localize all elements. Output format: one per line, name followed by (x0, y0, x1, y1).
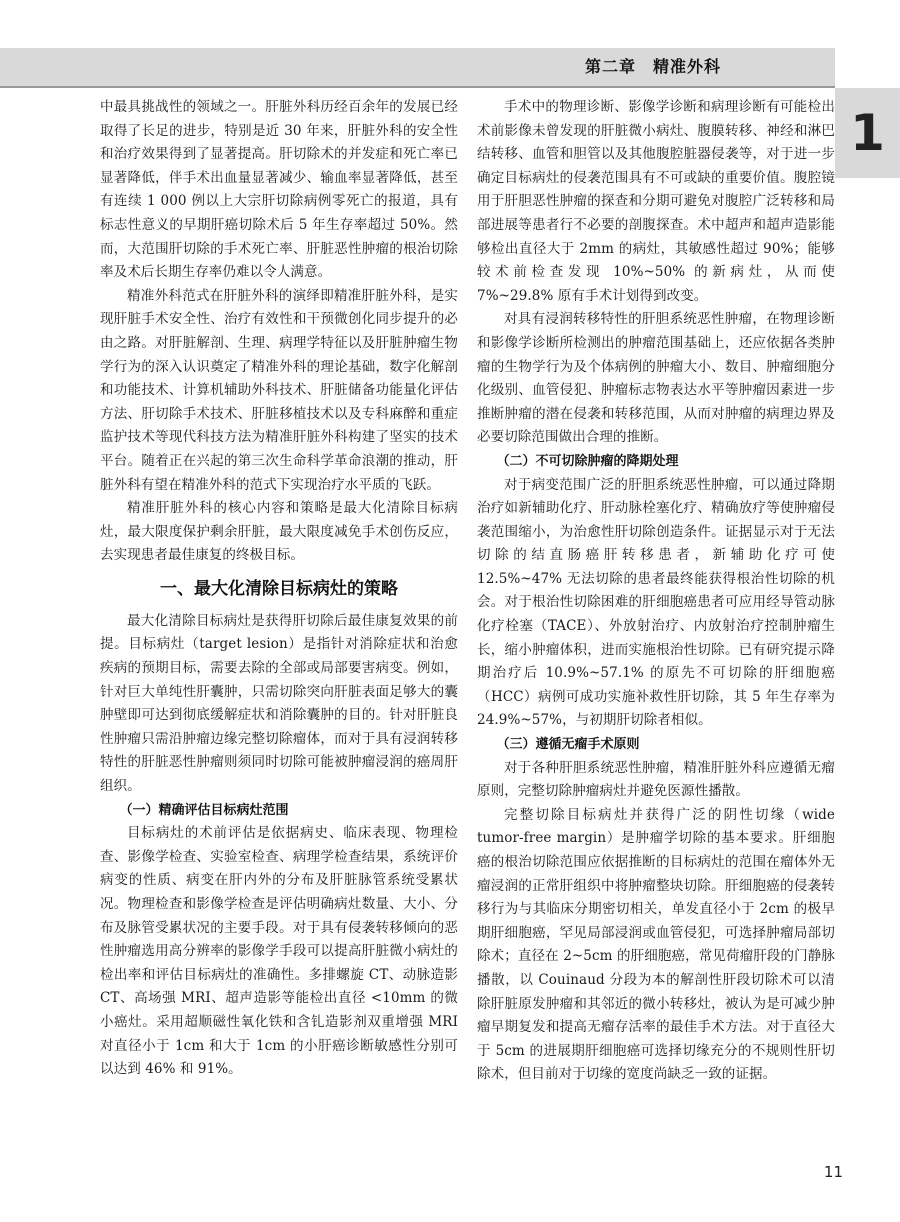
page-number: 11 (823, 1163, 843, 1181)
paragraph: 对于病变范围广泛的肝胆系统恶性肿瘤，可以通过降期治疗如新辅助化疗、肝动脉栓塞化疗、精确放疗等使肿瘤侵袭范围缩小，为治愈性肝切除创造条件。证据显示对于无法切除的结直肠癌肝转移患者，新辅助化疗可使 12.5%~47% 无法切除的患者最终能获得根治性切除的机会。对于根治性切除困难的肝细胞癌患者可应用经导管动脉化疗栓塞（TACE）、外放射治疗、内放射治疗控制肿瘤生长，缩小肿瘤体积，进而实施根治性切除。已有研究提示降期治疗后 10.9%~57.1% 的原先不可切除的肝细胞癌（HCC）病例可成功实施补救性肝切除，其 5 年生存率为 24.9%~57%，与初期肝切除者相似。 (477, 476, 835, 729)
paragraph: 手术中的物理诊断、影像学诊断和病理诊断有可能检出术前影像未曾发现的肝脏微小病灶、腹膜转移、神经和淋巴结转移、血管和胆管以及其他腹腔脏器侵袭等，对于进一步确定目标病灶的侵袭范围具有不可或缺的重要价值。腹腔镜用于肝胆恶性肿瘤的探查和分期可避免对腹腔广泛转移和局部进展等患者行不必要的剖腹探查。术中超声和超声造影能够检出直径大于 2mm 的病灶，其敏感性超过 90%；能够较术前检查发现 10%~50% 的新病灶，从而使 7%~29.8% 原有手术计划得到改变。 (477, 99, 835, 304)
subsection-heading: （三）遵循无瘤手术原则 (496, 737, 640, 753)
paragraph: 精准外科范式在肝脏外科的演绎即精准肝脏外科，是实现肝脏手术安全性、治疗有效性和干预微创化同步提升的必由之路。对肝脏解剖、生理、病理学特征以及肝脏肿瘤生物学行为的深入认识奠定了精准外科的理论基础，数字化解剖和功能技术、计算机辅助外科技术、肝脏储备功能量化评估方法、肝切除手术技术、肝脏移植技术以及专科麻醉和重症监护技术等现代科技方法为精准肝脏外科构建了坚实的技术平台。随着正在兴起的第三次生命科学革命浪潮的推动，肝脏外科有望在精准外科的范式下实现治疗水平质的飞跃。 (100, 287, 458, 493)
paragraph: 中最具挑战性的领域之一。肝脏外科历经百余年的发展已经取得了长足的进步，特别是近 30 年来，肝脏外科的安全性和治疗效果得到了显著提高。肝切除术的并发症和死亡率已显著降低，伴手术出血量显著减少、输血率显著降低，甚至有连续 1 000 例以上大宗肝切除病例零死亡的报道，具有标志性意义的早期肝癌切除术后 5 年生存率超过 50%。然而，大范围肝切除的手术死亡率、肝脏恶性肿瘤的根治切除率及术后长期生存率仍难以令人满意。 (100, 99, 458, 281)
header-divider (0, 86, 835, 88)
section-heading: 一、最大化清除目标病灶的策略 (160, 578, 398, 599)
paragraph: 目标病灶的术前评估是依据病史、临床表现、物理检查、影像学检查、实验室检查、病理学检查结果，系统评价病变的性质、病变在肝内外的分布及肝脏脉管系统受累状况。物理检查和影像学检查是评估明确病灶数量、大小、分布及脉管受累状况的主要手段。对于具有侵袭转移倾向的恶性肿瘤选用高分辨率的影像学手段可以提高肝脏微小病灶的检出率和评估目标病灶的准确性。多排螺旋 CT、动脉造影 CT、高场强 MRI、超声造影等能检出直径 <10mm 的微小癌灶。采用超顺磁性氧化铁和含钆造影剂双重增强 MRI 对直径小于 1cm 和大于 1cm 的小肝癌诊断敏感性分别可以达到 46% 和 91%。 (100, 825, 458, 1078)
paragraph: 精准肝脏外科的核心内容和策略是最大化清除目标病灶，最大限度保护剩余肝脏，最大限度减免手术创伤反应，去实现患者最佳康复的终极目标。 (100, 500, 458, 564)
right-column (477, 96, 835, 1087)
paragraph: 完整切除目标病灶并获得广泛的阴性切缘（wide tumor-free margin）是肿瘤学切除的基本要求。肝细胞癌的根治切除范围应依据推断的目标病灶的范围在瘤体外无瘤浸润的正常肝组织中将肿瘤整块切除。肝细胞癌的侵袭转移行为与其临床分期密切相关，单发直径小于 2cm 的极早期肝细胞癌，罕见局部浸润或血管侵犯，可选择肿瘤局部切除术；直径在 2~5cm 的肝细胞癌，常见荷瘤肝段的门静脉播散，以 Couinaud 分段为本的解剖性肝段切除术可以清除肝脏原发肿瘤和其邻近的微小转移灶，被认为是可减少肿瘤早期复发和提高无瘤存活率的最佳手术方法。对于直径大于 5cm 的进展期肝细胞癌可选择切缘充分的不规则性肝切除术，但目前对于切缘的宽度尚缺乏一致的证据。 (477, 806, 835, 1083)
paragraph: 对于各种肝胆系统恶性肿瘤，精准肝脏外科应遵循无瘤原则，完整切除肿瘤病灶并避免医源性播散。 (477, 759, 835, 800)
left-column (100, 96, 458, 1082)
subsection-heading: （二）不可切除肿瘤的降期处理 (496, 453, 679, 469)
chapter-number-tab: 1 (835, 88, 900, 178)
paragraph: 对具有浸润转移特性的肝胆系统恶性肿瘤，在物理诊断和影像学诊断所检测出的肿瘤范围基础上，还应依据各类肿瘤的生物学行为及个体病例的肿瘤大小、数目、肿瘤细胞分化级别、血管侵犯、肿瘤标志物表达水平等肿瘤因素进一步推断肿瘤的潜在侵袭和转移范围，从而对肿瘤的病理边界及必要切除范围做出合理的推断。 (477, 311, 835, 446)
paragraph: 最大化清除目标病灶是获得肝切除后最佳康复效果的前提。目标病灶（target lesion）是指针对消除症状和治愈疾病的预期目标，需要去除的全部或局部要害病变。例如，针对巨大单纯性肝囊肿，只需切除突向肝脏表面足够大的囊肿壁即可达到彻底缓解症状和消除囊肿的目的。针对肝脏良性肿瘤只需沿肿瘤边缘完整切除瘤体，而对于具有浸润转移特性的肝脏恶性肿瘤则须同时切除可能被肿瘤浸润的癌周肝组织。 (100, 612, 458, 795)
chapter-header-title: 第二章 精准外科 (585, 57, 722, 76)
subsection-heading: （一）精确评估目标病灶范围 (119, 802, 289, 818)
